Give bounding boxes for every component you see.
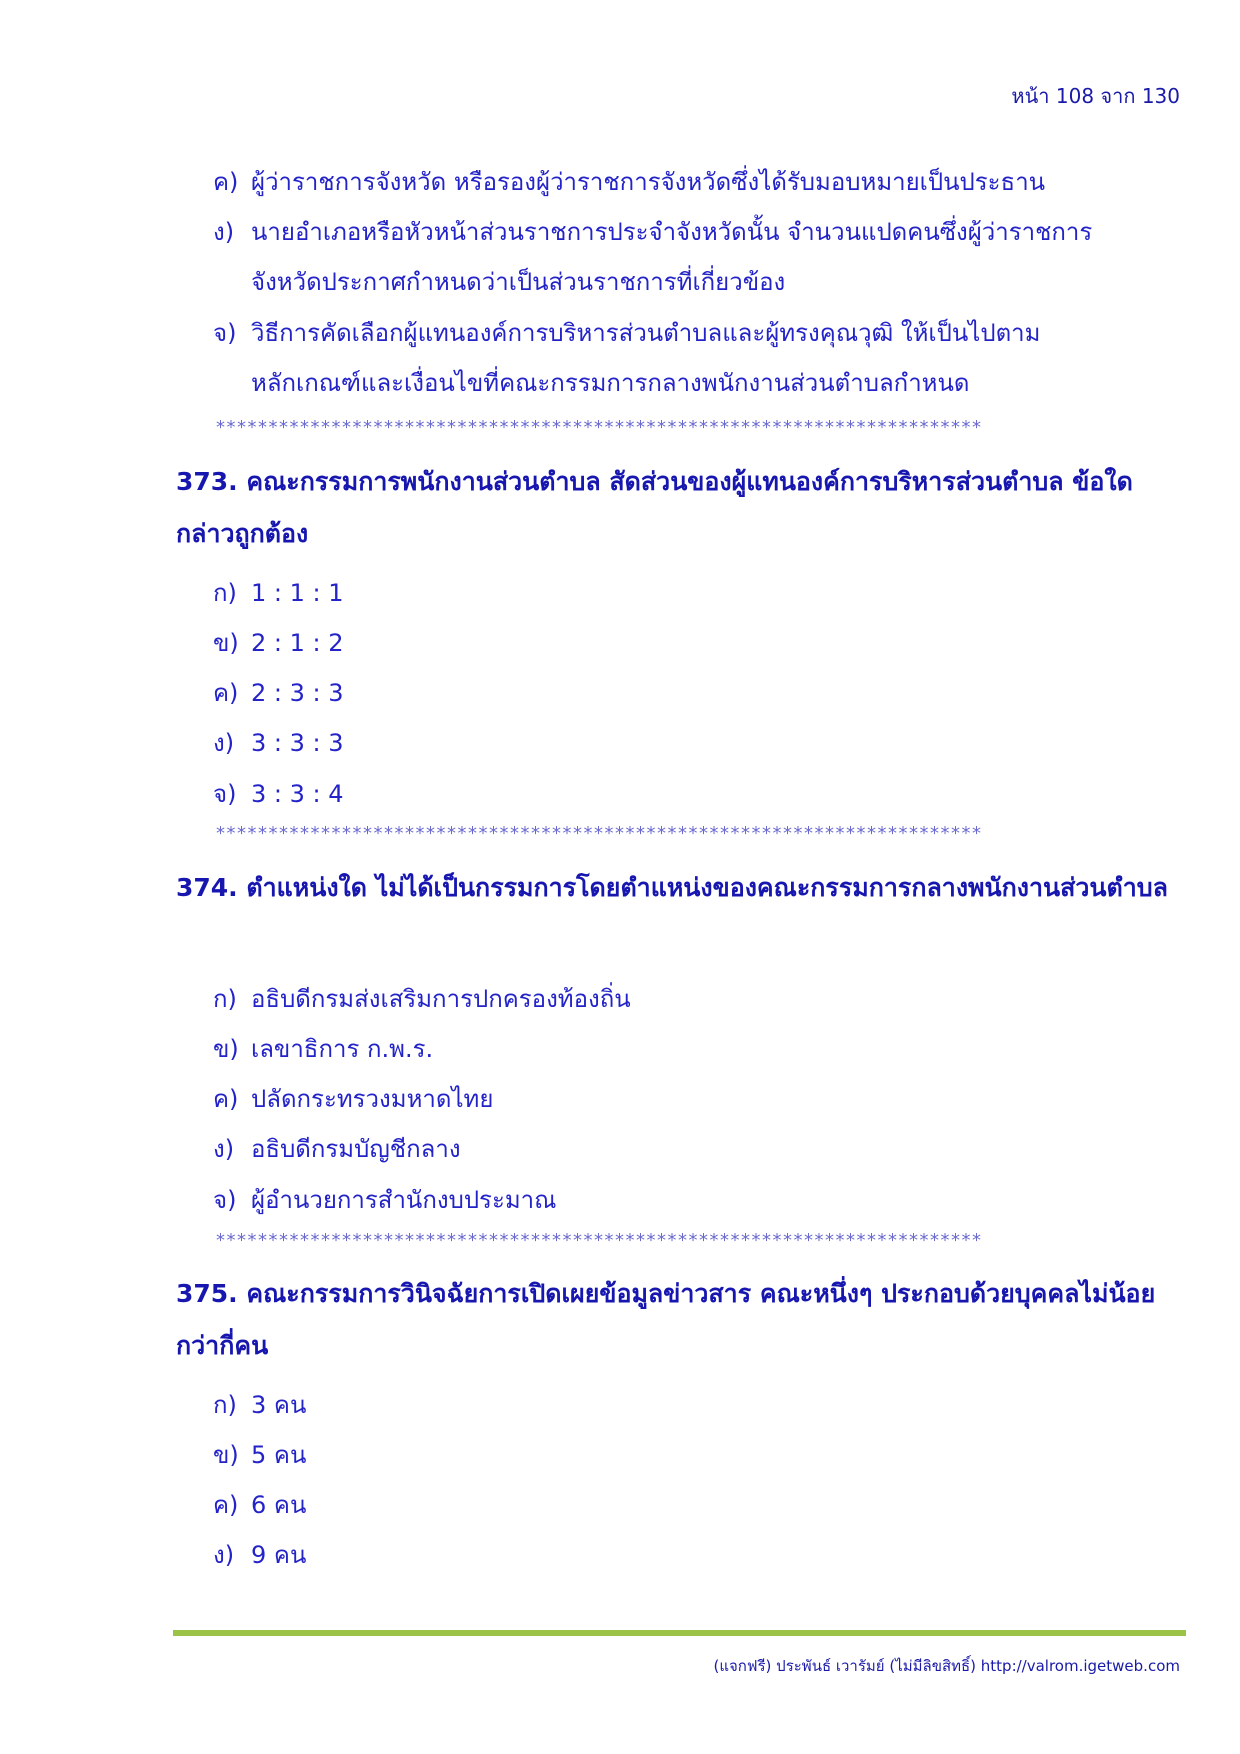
option-text: 3 : 3 : 3 [251, 729, 344, 757]
option-mark: ง) [213, 1135, 235, 1163]
option-mark: จ) [213, 780, 237, 808]
separator: ************************************************************************* [216, 1230, 983, 1251]
option-text: นายอำเภอหรือหัวหน้าส่วนราชการประจำจังหวัดนั้น จำนวนแปดคนซึ่งผู้ว่าราชการ [251, 218, 1093, 246]
option-mark: ง) [213, 218, 235, 246]
q374-option-e [213, 1180, 556, 1219]
option-e [213, 313, 1040, 352]
option-text: อธิบดีกรมบัญชีกลาง [251, 1135, 461, 1163]
option-text: 3 คน [251, 1391, 307, 1419]
question-373: 373. คณะกรรมการพนักงานส่วนตำบล สัดส่วนของผู้แทนองค์การบริหารส่วนตำบล ข้อใดกล่าวถูกต้อง [176, 467, 1133, 548]
option-mark: ข) [213, 1441, 239, 1469]
q373-option-c [213, 673, 344, 712]
option-mark: ค) [213, 168, 239, 196]
option-text: 9 คน [251, 1541, 307, 1569]
q374-option-c [213, 1079, 493, 1118]
q373-option-e [213, 774, 344, 813]
q375-option-d [213, 1535, 306, 1574]
option-mark: ข) [213, 1035, 239, 1063]
q373-option-d [213, 723, 344, 762]
option-mark: จ) [213, 1186, 237, 1214]
q374-option-a [213, 979, 631, 1018]
option-text: 6 คน [251, 1491, 307, 1519]
separator: ************************************************************************* [216, 823, 983, 844]
option-text: ปลัดกระทรวงมหาดไทย [251, 1085, 494, 1113]
option-mark: ค) [213, 679, 239, 707]
question-375: 375. คณะกรรมการวินิจฉัยการเปิดเผยข้อมูลข่าวสาร คณะหนึ่งๆ ประกอบด้วยบุคคลไม่น้อยกว่ากี่คน [176, 1279, 1156, 1360]
option-c [213, 162, 1045, 201]
option-d-continued: จังหวัดประกาศกำหนดว่าเป็นส่วนราชการที่เกี่ยวข้อง [251, 268, 786, 296]
option-text: 3 : 3 : 4 [251, 780, 344, 808]
option-text: อธิบดีกรมส่งเสริมการปกครองท้องถิ่น [251, 985, 631, 1013]
q375-option-a [213, 1385, 306, 1424]
option-mark: จ) [213, 319, 237, 347]
option-text: ผู้อำนวยการสำนักงบประมาณ [251, 1186, 557, 1214]
q374-option-b [213, 1029, 433, 1068]
option-mark: ก) [213, 985, 237, 1013]
option-text: 2 : 3 : 3 [251, 679, 344, 707]
q375-option-c [213, 1485, 306, 1524]
q373-option-b [213, 623, 344, 662]
option-d [213, 212, 1092, 251]
footer-credit: (แจกฟรี) ประพันธ์ เวารัมย์ (ไม่มีลิขสิทธิ์) http://valrom.igetweb.com [713, 1657, 1180, 1675]
option-text: เลขาธิการ ก.พ.ร. [251, 1035, 434, 1063]
page-number: หน้า 108 จาก 130 [1011, 84, 1180, 108]
option-mark: ง) [213, 729, 235, 757]
option-mark: ค) [213, 1491, 239, 1519]
q373-option-a [213, 573, 344, 612]
question-374: 374. ตำแหน่งใด ไม่ได้เป็นกรรมการโดยตำแหน่งของคณะกรรมการกลางพนักงานส่วนตำบล [176, 873, 1168, 902]
option-e-continued: หลักเกณฑ์และเงื่อนไขที่คณะกรรมการกลางพนักงานส่วนตำบลกำหนด [251, 369, 970, 397]
option-mark: ข) [213, 629, 239, 657]
option-mark: ก) [213, 579, 237, 607]
option-text: ผู้ว่าราชการจังหวัด หรือรองผู้ว่าราชการจังหวัดซึ่งได้รับมอบหมายเป็นประธาน [251, 168, 1046, 196]
option-mark: ง) [213, 1541, 235, 1569]
q374-option-d [213, 1129, 461, 1168]
option-mark: ค) [213, 1085, 239, 1113]
option-text: วิธีการคัดเลือกผู้แทนองค์การบริหารส่วนตำบลและผู้ทรงคุณวุฒิ ให้เป็นไปตาม [251, 319, 1041, 347]
option-text: 2 : 1 : 2 [251, 629, 344, 657]
q375-option-b [213, 1435, 306, 1474]
option-text: 1 : 1 : 1 [251, 579, 344, 607]
separator: ************************************************************************* [216, 417, 983, 438]
option-text: 5 คน [251, 1441, 307, 1469]
footer-divider [173, 1630, 1186, 1636]
option-mark: ก) [213, 1391, 237, 1419]
